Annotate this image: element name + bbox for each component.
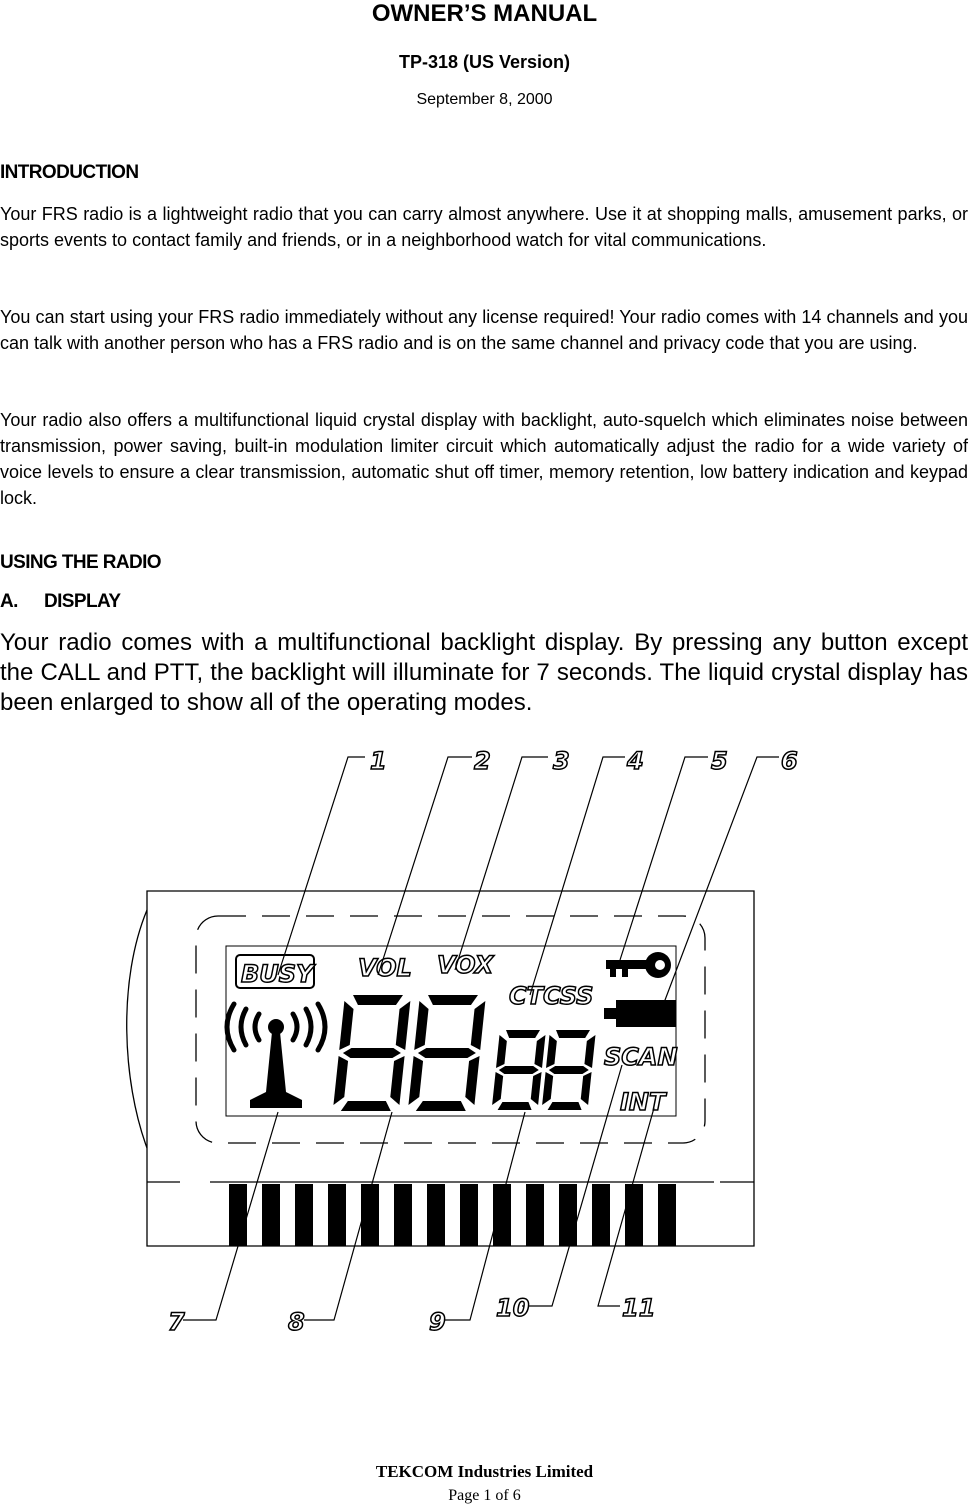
callout-numbers-bottom [168,1294,655,1336]
ctcss-label: CTCSS [509,982,594,1010]
using-the-radio-heading: USING THE RADIO [0,552,161,573]
callout-5: 5 [711,747,728,775]
display-heading-text: DISPLAY [44,591,121,612]
signal-antenna-icon [227,1004,325,1108]
code-digits-small [492,1030,596,1110]
callout-8: 8 [288,1308,305,1336]
intro-paragraph-2: You can start using your FRS radio immediately without any license required! Your radio comes with 14 channels and you can talk with another person who has a FRS radio and is on the same channel and privacy code that you are using. [0,307,968,353]
display-section-letter: A. [0,591,18,612]
key-lock-icon [606,952,671,978]
page-title: OWNER’S MANUAL [371,0,598,27]
display-paragraph: Your radio comes with a multifunctional backlight display. By pressing any button except the CALL and PTT, the backlight will illuminate for 7 seconds. The liquid crystal display has been enlarged to show all of the operating modes. [0,629,968,716]
introduction-heading: INTRODUCTION [0,162,139,183]
intro-paragraph-3: Your radio also offers a multifunctional liquid crystal display with backlight, auto-squelch which eliminates noise between transmission, power saving, built-in modulation limiter circuit which automatically adjust the radio for a wide variety of voice levels to ensure a clear transmission, automatic shut off timer, memory retention, low battery indication and keypad lock. [0,410,968,508]
footer-company: TEKCOM Industries Limited [375,1462,594,1481]
connector-pins [229,1184,676,1246]
callout-7: 7 [168,1308,185,1336]
callout-6: 6 [781,747,798,775]
footer-page-number: Page 1 of 6 [448,1487,521,1504]
scan-label: SCAN [604,1043,678,1071]
lcd-display-diagram [0,730,969,1380]
document-date: September 8, 2000 [416,91,553,108]
model-subtitle: TP-318 (US Version) [398,52,571,72]
callout-2: 2 [474,747,491,775]
callout-10: 10 [496,1294,530,1322]
display-heading [0,591,120,613]
battery-icon [604,1000,676,1027]
int-label: INT [620,1088,666,1116]
channel-digits-large [333,995,486,1111]
vol-label: VOL [358,954,412,982]
callout-1: 1 [370,747,387,775]
busy-indicator [236,955,316,988]
vox-label: VOX [437,951,494,979]
small-digit-1 [492,1030,546,1110]
busy-label: BUSY [241,960,314,988]
small-digit-2 [542,1030,596,1110]
large-digit-2 [408,995,486,1111]
callout-3: 3 [553,747,570,775]
callout-numbers-top [370,747,798,775]
intro-paragraph-1: Your FRS radio is a lightweight radio that you can carry almost anywhere. Use it at shopping malls, amusement parks, or sports events to contact family and friends, or in a neighborhood watch for vital communications. [0,204,968,250]
large-digit-1 [333,995,411,1111]
callout-9: 9 [429,1308,446,1336]
callout-4: 4 [627,747,644,775]
callout-11: 11 [622,1294,656,1322]
